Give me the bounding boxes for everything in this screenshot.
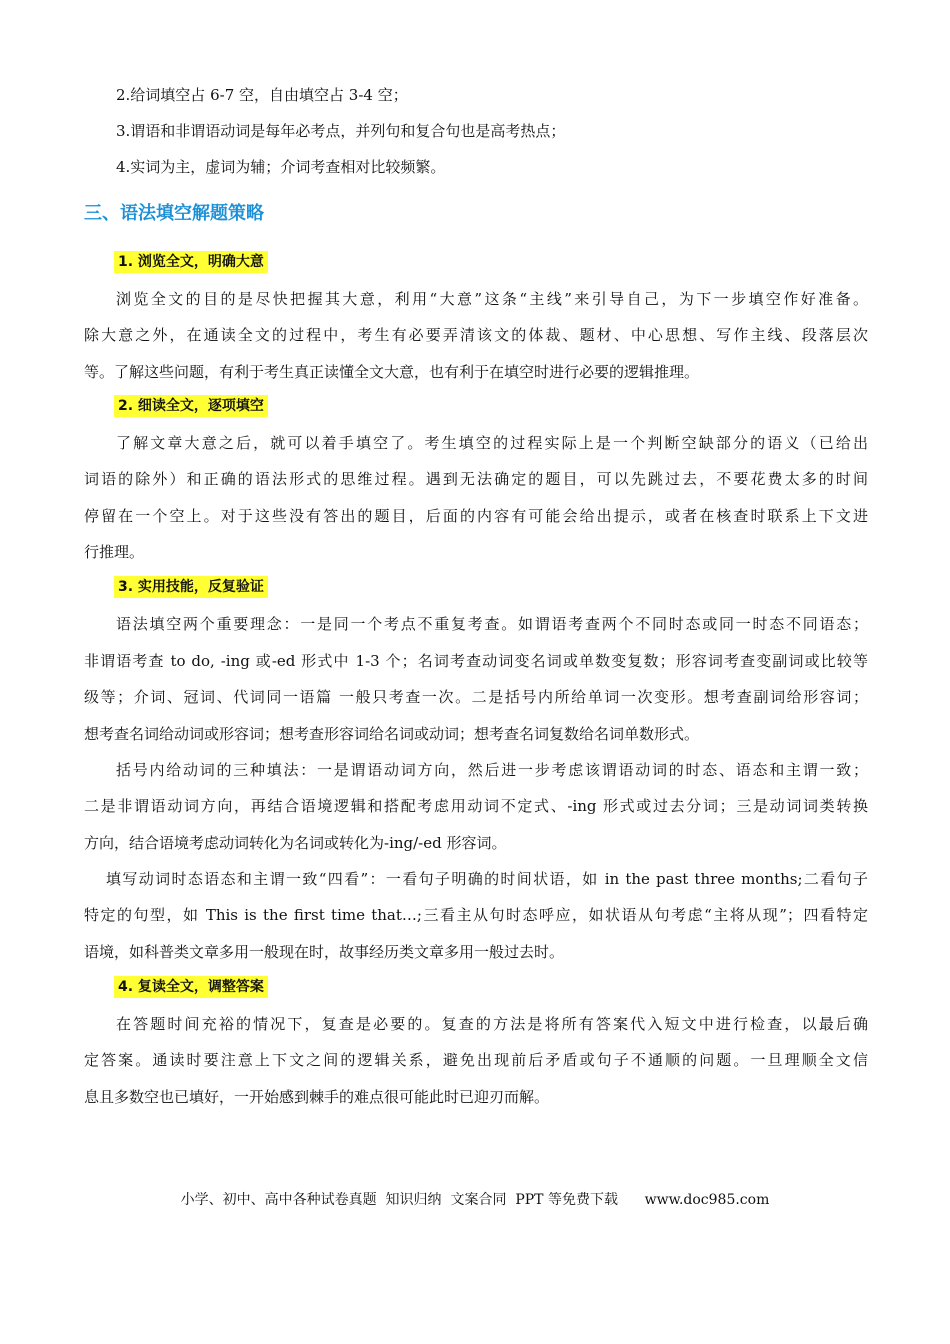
strategy-1-line: 除大意之外，在通读全文的过程中，考生有必要弄清该文的体裁、题材、中心思想、写作主线、段落层次: [84, 326, 868, 344]
strategy-3-line: 方向，结合语境考虑动词转化为名词或转化为-ing/-ed 形容词。: [84, 834, 507, 852]
strategy-4-line: 息且多数空也已填好，一开始感到棘手的难点很可能此时已迎刃而解。: [84, 1088, 550, 1106]
strategy-3-line: 级等；介词、冠词、代词同一语篇 一般只考查一次。二是括号内所给单词一次变形。想考查副词给形容词；: [84, 688, 868, 706]
strategy-3-line: 语境，如科普类文章多用一般现在时，故事经历类文章多用一般过去时。: [84, 943, 565, 961]
strategy-4-heading: 4. 复读全文，调整答案: [114, 976, 268, 998]
strategy-3-line: 非谓语考查 to do, -ing 或-ed 形式中 1-3 个；名词考查动词变名词或单数变复数；形容词考查变副词或比较等: [84, 652, 868, 670]
page-footer: 小学、初中、高中各种试卷真题 知识归纳 文案合同 PPT 等免费下载 www.doc985.com: [180, 1192, 770, 1208]
strategy-3-line: 特定的句型，如 This is the first time that…;三看主从句时态呼应，如状语从句考虑“主将从现”；四看特定: [84, 906, 868, 924]
strategy-1-line: 浏览全文的目的是尽快把握其大意，利用“大意”这条“主线”来引导自己，为下一步填空作好准备。: [116, 290, 868, 308]
strategy-3-line: 语法填空两个重要理念：一是同一个考点不重复考查。如谓语考查两个不同时态或同一时态不同语态；: [116, 615, 868, 633]
strategy-1-heading: 1. 浏览全文，明确大意: [114, 251, 268, 273]
strategy-4-line: 定答案。通读时要注意上下文之间的逻辑关系，避免出现前后矛盾或句子不通顺的问题。一旦理顺全文信: [84, 1051, 868, 1069]
list-item-2: 2.给词填空占 6-7 空，自由填空占 3-4 空；: [116, 86, 408, 104]
section-title: 三、语法填空解题策略: [84, 203, 264, 224]
strategy-2-line: 行推理。: [84, 543, 145, 561]
strategy-3-heading: 3. 实用技能，反复验证: [114, 576, 268, 598]
strategy-4-line: 在答题时间充裕的情况下，复查是必要的。复查的方法是将所有答案代入短文中进行检查，以最后确: [116, 1015, 868, 1033]
list-item-4: 4.实词为主，虚词为辅；介词考查相对比较频繁。: [116, 158, 446, 176]
strategy-3-line: 括号内给动词的三种填法：一是谓语动词方向，然后进一步考虑该谓语动词的时态、语态和主谓一致；: [116, 761, 868, 779]
strategy-2-line: 词语的除外）和正确的语法形式的思维过程。遇到无法确定的题目，可以先跳过去，不要花费太多的时间: [84, 470, 868, 488]
strategy-3-line: 想考查名词给动词或形容词；想考查形容词给名词或动词；想考查名词复数给名词单数形式。: [84, 725, 700, 743]
strategy-2-line: 停留在一个空上。对于这些没有答出的题目，后面的内容有可能会给出提示，或者在核查时联系上下文进: [84, 507, 868, 525]
list-item-3: 3.谓语和非谓语动词是每年必考点，并列句和复合句也是高考热点；: [116, 122, 566, 140]
strategy-3-line: 填写动词时态语态和主谓一致“四看”：一看句子明确的时间状语，如 in the past three months;二看句子: [106, 870, 868, 888]
strategy-3-line: 二是非谓语动词方向，再结合语境逻辑和搭配考虑用动词不定式、-ing 形式或过去分词；三是动词词类转换: [84, 797, 868, 815]
strategy-2-heading: 2. 细读全文，逐项填空: [114, 395, 268, 417]
strategy-1-line: 等。了解这些问题，有利于考生真正读懂全文大意，也有利于在填空时进行必要的逻辑推理。: [84, 363, 700, 381]
strategy-2-line: 了解文章大意之后，就可以着手填空了。考生填空的过程实际上是一个判断空缺部分的语义（已给出: [116, 434, 868, 452]
